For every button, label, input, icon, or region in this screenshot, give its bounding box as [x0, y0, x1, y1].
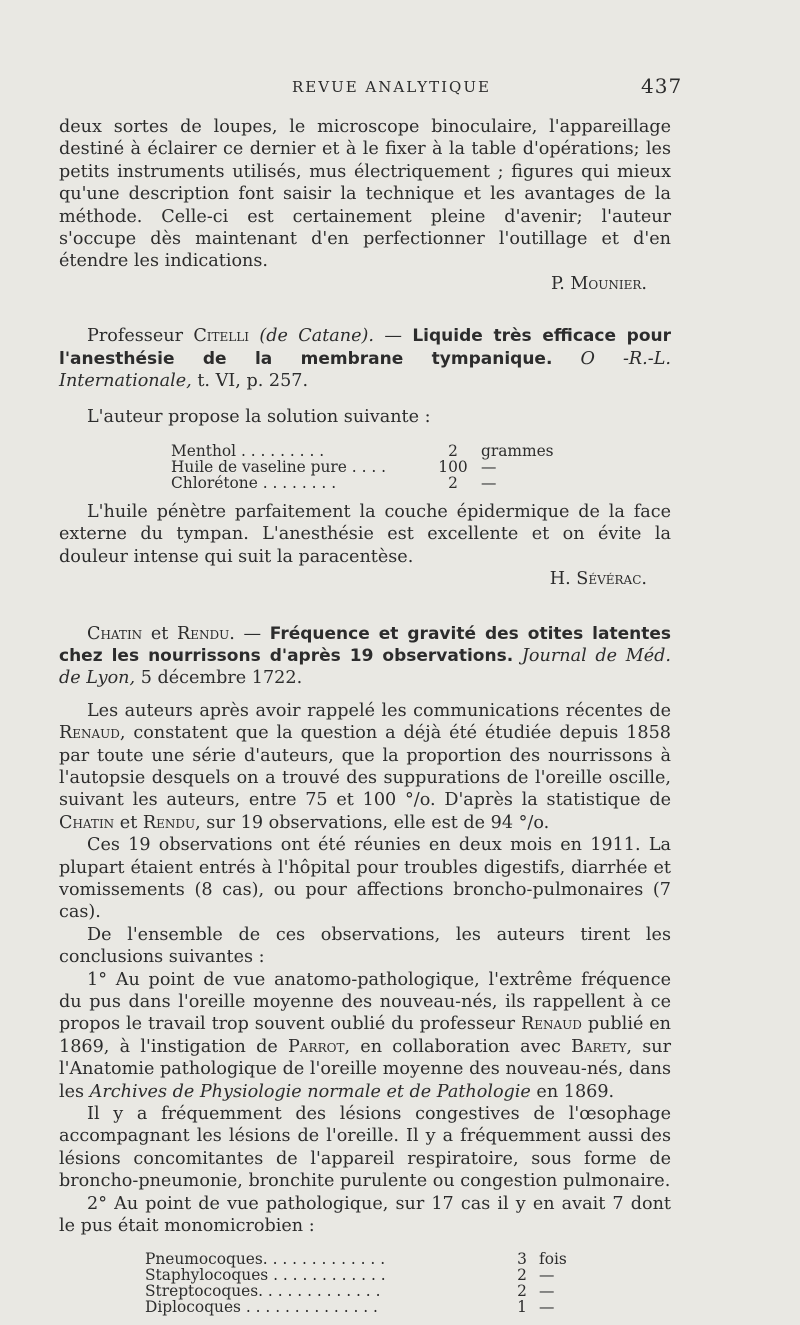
heading-dash: —	[374, 326, 413, 347]
page-body	[59, 116, 671, 1325]
article-citelli-body: L'huile pénètre parfaitement la couche épidermique de la face externe du tympan. L'anesthésie est excellente et on évite la douleur intense qui suit la paracentèse.	[59, 501, 671, 567]
formula-table	[171, 443, 554, 491]
journal-ref: t. VI, p. 257.	[191, 371, 309, 392]
microbe-row	[145, 1283, 567, 1299]
text-run: , constatent que la question a déjà été étudiée depuis 1858 par toute une série d'auteurs, que la proportion des nourrissons à l'autopsie desquels on a trouvé des suppurations de l'oreille oscille, suivant les auteurs, entre 75 et 100 °/o. D'après la statistique de	[59, 723, 671, 811]
author-name: Chatin	[87, 623, 143, 644]
journal-name: O -R.-L. Internationale,	[59, 348, 671, 392]
microbe-count: 1	[517, 1298, 527, 1317]
microbe-name: Staphylocoques . . . . . . . . . . . .	[145, 1266, 386, 1285]
chatin-paragraph-3: De l'ensemble de ces observations, les auteurs tirent les conclusions suivantes :	[59, 924, 671, 968]
microbe-name: Streptocoques. . . . . . . . . . . . .	[145, 1282, 381, 1301]
author-place: (de Catane).	[259, 326, 374, 347]
microbe-row	[145, 1299, 567, 1315]
chatin-paragraph-4	[59, 969, 671, 1103]
text-run: Les auteurs après avoir rappelé les communications récentes de	[87, 700, 671, 721]
microbe-name: Diplocoques . . . . . . . . . . . . . .	[145, 1298, 378, 1317]
page-number: 437	[641, 74, 683, 98]
article-title: Fréquence et gravité des otites latentes chez les nourrissons d'après 19 observations.	[59, 623, 672, 666]
cited-name: Chatin	[59, 812, 115, 833]
chatin-paragraph-2: Ces 19 observations ont été réunies en deux mois en 1911. La plupart étaient entrés à l'hôpital pour troubles digestifs, diarrhée et vomissements (8 cas), ou pour affections broncho-pulmonaires (7 cas).	[59, 835, 671, 923]
microbe-row	[145, 1267, 567, 1283]
article-chatin-heading	[59, 623, 671, 690]
author-name: Rendu.	[177, 623, 235, 644]
microbe-unit: fois	[539, 1250, 567, 1269]
formula-quantity: 2	[448, 441, 458, 460]
microbe-unit: —	[539, 1282, 555, 1301]
text-run: , sur l'Anatomie pathologique de l'oreille moyenne des nouveau-nés, dans les	[59, 1036, 672, 1102]
microbe-row	[145, 1251, 567, 1267]
microbe-unit: —	[539, 1298, 555, 1317]
formula-row	[171, 443, 554, 459]
microbe-count: 2	[517, 1266, 527, 1285]
chatin-paragraph-5: Il y a fréquemment des lésions congestives de l'œsophage accompagnant les lésions de l'oreille. Il y a fréquemment aussi des lésions concomitantes de l'appareil respiratoire, sous forme de broncho-pneumonie, bronchite purulente ou congestion pulmonaire.	[59, 1104, 671, 1192]
chatin-paragraph-1	[59, 700, 671, 834]
text-run: publié en 1869, à l'instigation de	[59, 1014, 672, 1057]
journal-name: Journal de Méd. de Lyon,	[59, 645, 672, 689]
formula-unit: —	[481, 457, 497, 476]
heading-dash: —	[234, 623, 270, 644]
formula-lead: L'auteur propose la solution suivante :	[87, 407, 431, 428]
text-run: en 1869.	[530, 1081, 615, 1102]
formula-quantity: 2	[448, 473, 458, 492]
formula-row	[171, 459, 554, 475]
formula-ingredient: Menthol . . . . . . . . .	[171, 441, 325, 460]
microbe-name: Pneumocoques. . . . . . . . . . . . .	[145, 1250, 386, 1269]
microbe-table	[145, 1251, 567, 1315]
cited-name: Rendu	[142, 812, 196, 833]
signature-text: H. Sévérac.	[549, 569, 647, 590]
formula-ingredient: Huile de vaseline pure . . . .	[171, 457, 387, 476]
article-citelli-heading	[59, 325, 671, 392]
text-run: et	[114, 812, 143, 833]
running-header-title: REVUE ANALYTIQUE	[292, 78, 491, 96]
formula-unit: grammes	[481, 441, 554, 460]
running-header	[0, 74, 800, 100]
article-title: Liquide très efficace pour l'anesthésie de la membrane tympanique.	[59, 326, 671, 369]
author-join: et	[142, 623, 178, 644]
cited-name: Renaud	[59, 723, 120, 744]
cited-name: Parrot	[288, 1036, 345, 1057]
journal-ref: 5 décembre 1722.	[135, 668, 303, 689]
text-run: , sur 19 observations, elle est de 94 °/o.	[195, 812, 550, 833]
chatin-paragraph-6: 2° Au point de vue pathologique, sur 17 cas il y en avait 7 dont le pus était monomicrobien :	[59, 1193, 671, 1237]
author-prefix: Professeur	[87, 326, 194, 347]
text-run: , en collaboration avec	[344, 1036, 572, 1057]
microbe-count: 3	[517, 1250, 527, 1269]
microbe-count: 2	[517, 1282, 527, 1301]
intro-paragraph: deux sortes de loupes, le microscope binoculaire, l'appareillage destiné à éclairer ce dernier et à le fixer à la table d'opérations; les petits instruments utilisés, mus électriquement ; figures qui mieux qu'une description font saisir la technique et les avantages de la méthode. Celle-ci est certainement pleine d'avenir; l'auteur s'occupe dès maintenant d'en perfectionner l'outillage et d'en étendre les indications.	[59, 117, 671, 272]
formula-quantity: 100	[438, 457, 468, 476]
signature-text: P. Mounier.	[550, 273, 647, 294]
text-run: 1° Au point de vue anatomo-pathologique, l'extrême fréquence du pus dans l'oreille moyenne des nouveau-nés, ils rappellent à ce propos le travail trop souvent oublié du professeur	[59, 969, 671, 1035]
formula-row	[171, 475, 554, 491]
formula-ingredient: Chlorétone . . . . . . . .	[171, 473, 337, 492]
cited-name: Barety	[571, 1036, 627, 1057]
signature-mounier	[59, 273, 671, 295]
microbe-unit: —	[539, 1266, 555, 1285]
author-name: Citelli	[193, 326, 249, 347]
cited-work: Archives de Physiologie normale et de Pathologie	[89, 1081, 531, 1102]
formula-unit: —	[481, 473, 497, 492]
signature-severac	[59, 568, 671, 590]
cited-name: Renaud	[521, 1014, 582, 1035]
